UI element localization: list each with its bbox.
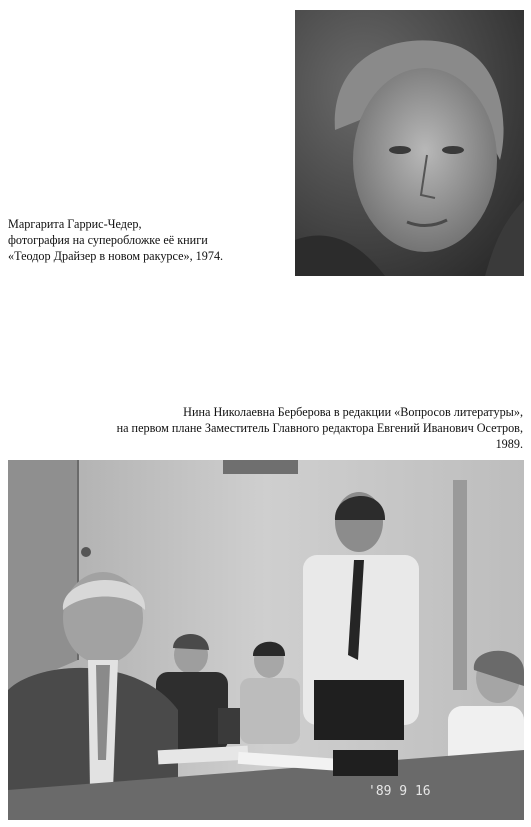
caption-editorial-line-2: на первом плане Заместитель Главного редактора Евгений Иванович Осетров, <box>116 421 523 435</box>
caption-portrait-line-1: Маргарита Гаррис-Чедер, <box>8 217 142 231</box>
caption-portrait-line-3: «Теодор Драйзер в новом ракурсе», 1974. <box>8 249 224 263</box>
caption-editorial-line-1: Нина Николаевна Берберова в редакции «Вопросов литературы», <box>183 405 523 419</box>
caption-editorial-office <box>8 404 523 452</box>
group-photo-drawing <box>8 460 524 820</box>
caption-portrait-line-2: фотография на суперобложке её книги <box>8 233 208 247</box>
photo-date-stamp: '89 9 16 <box>368 784 431 799</box>
caption-editorial-line-3: 1989. <box>495 437 523 451</box>
group-photo-editorial-office <box>8 460 524 820</box>
portrait-photo-harris-cheder <box>295 10 524 276</box>
portrait-photo-drawing <box>295 10 524 276</box>
caption-portrait <box>8 216 288 264</box>
